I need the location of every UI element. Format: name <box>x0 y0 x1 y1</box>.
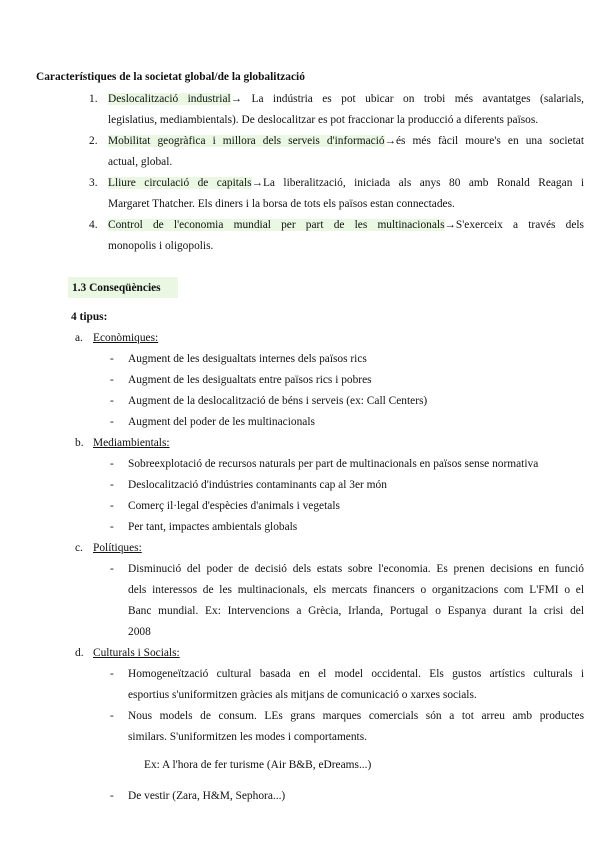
list-item: Augment del poder de les multinacionals <box>128 416 315 428</box>
paragraph-line: Disminució del poder de decisió dels estats sobre l'economia. Es prenen decisions en funció <box>128 563 584 575</box>
paragraph-line: De vestir (Zara, H&M, Sephora...) <box>128 790 286 802</box>
feature-continuation: monopolis i oligopolis. <box>108 240 214 252</box>
dash: - <box>110 521 114 533</box>
paragraph-line: Banc mundial. Ex: Intervencions a Grècia, Irlanda, Portugal o Espanya durant la crisi del <box>128 605 584 617</box>
list-item: Sobreexplotació de recursos naturals per part de multinacionals en països sense normativa <box>128 458 539 470</box>
feature-item <box>108 89 584 110</box>
type-name: Econòmiques: <box>93 332 159 344</box>
dash: - <box>110 458 114 470</box>
list-item: Per tant, impactes ambientals globals <box>128 521 298 533</box>
type-name: Polítiques: <box>93 542 142 554</box>
paragraph-line: similars. S'uniformitzen les modes i comportaments. <box>128 731 368 743</box>
dash: - <box>110 790 114 802</box>
feature-text: → La indústria es pot ubicar on trobi més avantatges (salarials, <box>230 93 584 105</box>
feature-number: 2. <box>89 135 98 147</box>
feature-continuation: legislatius, mediambientals). De deslocalitzar es pot fraccionar la producció a diferents països. <box>108 114 539 126</box>
paragraph-line: Homogeneïtzació cultural basada en el model occidental. Els gustos artístics culturals i <box>128 668 584 680</box>
dash: - <box>110 353 114 365</box>
list-item: Augment de les desigualtats internes dels països rics <box>128 353 367 365</box>
list-item: Augment de les desigualtats entre països rics i pobres <box>128 374 372 386</box>
section-heading: 1.3 Conseqüències <box>72 282 161 294</box>
highlighted-text: Lliure circulació de capitals <box>108 177 252 189</box>
dash: - <box>110 416 114 428</box>
type-name: Mediambientals: <box>93 437 170 449</box>
section-title: Característiques de la societat global/de la globalització <box>36 71 305 83</box>
feature-number: 3. <box>89 177 98 189</box>
highlighted-text: Deslocalització industrial <box>108 93 231 105</box>
type-letter: c. <box>75 542 83 554</box>
paragraph-line: esportius s'uniformitzen gràcies als mitjans de comunicació o xarxes socials. <box>128 689 477 701</box>
paragraph-line: Nous models de consum. LEs grans marques comercials són a tot arreu amb productes <box>128 710 584 722</box>
type-letter: d. <box>75 647 84 659</box>
type-letter: b. <box>75 437 84 449</box>
feature-text: →és més fàcil moure's en una societat <box>384 135 584 147</box>
feature-number: 4. <box>89 219 98 231</box>
feature-continuation: Margaret Thatcher. Els diners i la borsa de tots els països estan connectades. <box>108 198 455 210</box>
dash: - <box>110 563 114 575</box>
dash: - <box>110 374 114 386</box>
feature-item <box>108 131 584 152</box>
dash: - <box>110 710 114 722</box>
example-line: Ex: A l'hora de fer turisme (Air B&B, eDreams...) <box>144 759 372 771</box>
dash: - <box>110 479 114 491</box>
type-name: Culturals i Socials: <box>93 647 180 659</box>
feature-text: →La liberalització, iniciada als anys 80 amb Ronald Reagan i <box>251 177 584 189</box>
feature-item <box>108 173 584 194</box>
paragraph-line: 2008 <box>128 626 151 638</box>
dash: - <box>110 500 114 512</box>
feature-number: 1. <box>89 93 98 105</box>
list-item: Augment de la deslocalització de béns i serveis (ex: Call Centers) <box>128 395 428 407</box>
dash: - <box>110 395 114 407</box>
highlighted-text: Control de l'economia mundial per part de les multinacionals <box>108 219 445 231</box>
list-item: Comerç il·legal d'espècies d'animals i vegetals <box>128 500 340 512</box>
feature-continuation: actual, global. <box>108 156 173 168</box>
types-label: 4 tipus: <box>71 311 108 323</box>
dash: - <box>110 668 114 680</box>
list-item: Deslocalització d'indústries contaminants cap al 3er món <box>128 479 387 491</box>
type-letter: a. <box>75 332 83 344</box>
feature-text: →S'exerceix a través dels <box>444 219 584 231</box>
paragraph-line: dels interessos de les multinacionals, els mercats financers o organitzacions com L'FMI o el <box>128 584 584 596</box>
feature-item <box>108 215 584 236</box>
highlighted-text: Mobilitat geogràfica i millora dels serveis d'informació <box>108 135 385 147</box>
